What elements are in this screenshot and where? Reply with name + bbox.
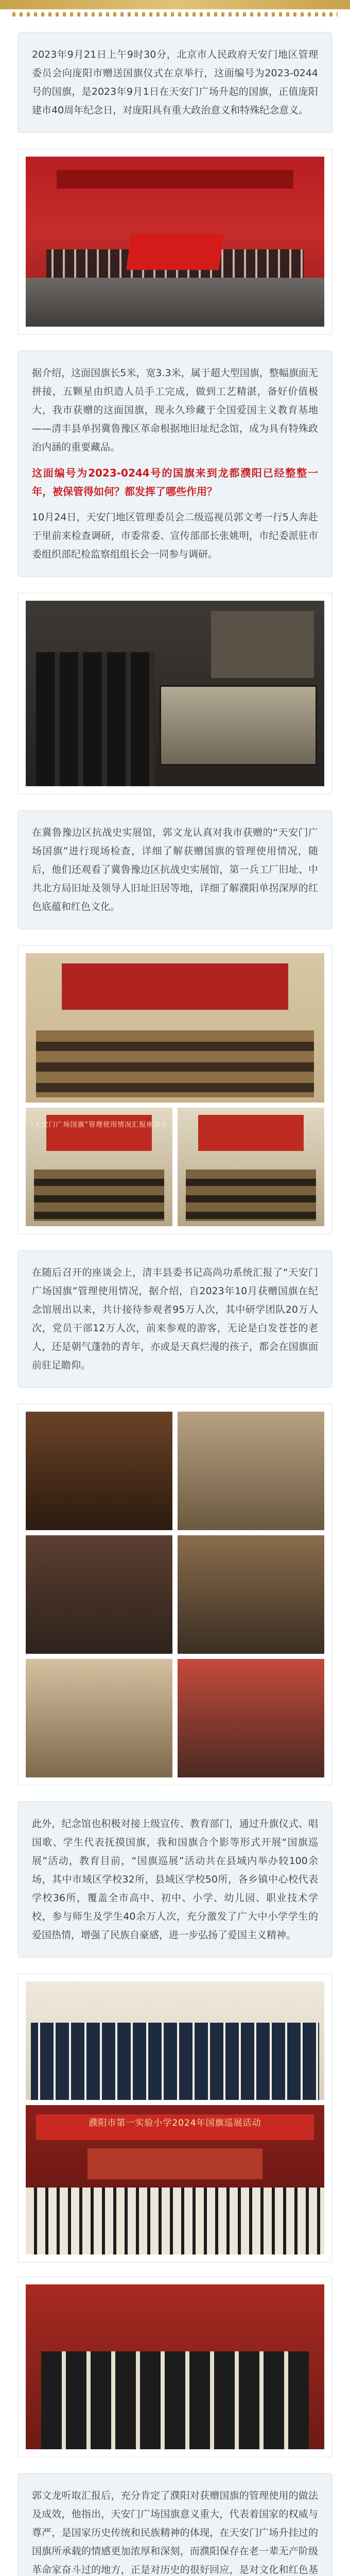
- flag-description-card: [18, 350, 332, 577]
- meeting-tables-left: [34, 1170, 164, 1221]
- students-rows: [26, 2188, 324, 2255]
- collage-photo-4: [178, 1535, 324, 1654]
- photo-frame-meeting: [18, 945, 332, 1234]
- conclusion-card: [18, 2473, 332, 2576]
- students-stage: [87, 2148, 262, 2179]
- education-card: [18, 1801, 332, 1958]
- meeting-photo-right: [178, 1108, 324, 1226]
- photo-frame-ceremony: [18, 148, 332, 335]
- meeting-screen-right: [198, 1115, 304, 1151]
- students-caption: 濮阳市第一实验小学2024年国旗巡展活动: [89, 2118, 261, 2128]
- photo-frame-collage: [18, 1403, 332, 1786]
- paragraph-intro: 2023年9月21日上午9时30分，北京市人民政府天安门地区管理委员会向庞阳市赠送国旗仪式在京举行，这面编号为2023-0244号的国旗，是2023年9月1日在天安门广场升起的国旗，正值庞阳建市40周年纪念日，对庞阳具有重大政治意义和特殊纪念意义。: [32, 49, 318, 116]
- paragraph-education: 此外，纪念馆也积极对接上级宣传、教育部门，通过升旗仪式、唱国歌、学生代表抚摸国旗，我和国旗合个影等形式开展“国旗巡展”活动，教育目前，“国旗巡展”活动共在县域内举办较100余场，其中市域区学校32所，县域区学校50所，各乡镇中心校代表学校36所，覆盖全市高中、初中、小学、幼儿园、职业技术学校，参与师生及学生40余万人次，充分激发了广大中小学学生的爱国热情，增强了民族自豪感，进一步弘扬了爱国主义精神。: [32, 1818, 318, 1941]
- meeting-tables-right: [186, 1170, 316, 1221]
- meeting-photo-large: [26, 953, 324, 1103]
- gold-bar: [0, 0, 350, 9]
- display-case: [160, 685, 317, 766]
- paragraph-inspection: 在冀鲁豫边区抗战史实展馆，郭文龙认真对我市获赠的“天安门广场国旗”进行现场检查，详细了解获赠国旗的管理使用情况，随后，他们还观看了冀鲁豫边区抗战史实展馆，第一兵工厂旧址、中共北方局旧址及领导人旧址旧居等地，详细了解濮阳单拐深厚的红色底蕴和红色文化。: [32, 827, 318, 912]
- collage-photo-2: [178, 1412, 324, 1530]
- highlight-question: 这面编号为2023-0244号的国旗来到龙都濮阳已经整整一年，被保管得如何？都发挥了哪些作用？: [32, 467, 318, 498]
- exhibit-photo: [26, 601, 324, 786]
- photo-frame-handover: [18, 2276, 332, 2458]
- ceremony-photo: [26, 157, 324, 327]
- intro-card: [18, 32, 332, 133]
- exhibit-wall: [211, 611, 314, 678]
- collage-photo-1: [26, 1412, 172, 1530]
- group-rows: [31, 2023, 319, 2100]
- students-photo: [26, 2105, 324, 2255]
- paragraph-visit: 10月24日，天安门地区管理委员会二级巡视员郭文考一行5人奔赴于里前来检查调研，市委常委、宣传部部长张姚明，市纪委派驻市委组织部纪检监察组组长会一同参与调研。: [32, 512, 318, 560]
- gold-dots: [12, 12, 338, 16]
- collage-photo-6: [178, 1659, 324, 1777]
- meeting-caption: “天安门广场国旗”管理使用情况汇报座谈会: [30, 1121, 168, 1129]
- paragraph-report: 在随后召开的座谈会上，清丰县委书记高尚功系统汇报了“天安门广场国旗”管理使用情况，据介绍，自2023年10月获赠国旗在纪念馆展出以来，共计接待参观者95万人次，其中研学团队20万人次，党员干部12万人次，前来参观的游客，无论是白发苍苍的老人，还是朝气蓬勃的青年，亦或是天真烂漫的孩子，都会在国旗面前驻足瞻仰。: [32, 1267, 318, 1371]
- collage-photo-3: [26, 1535, 172, 1654]
- meeting-tables: [36, 1030, 314, 1097]
- handover-photo: [26, 2284, 324, 2449]
- meeting-screen: [62, 963, 288, 1010]
- group-photo: [26, 1981, 324, 2100]
- inspection-card: [18, 810, 332, 929]
- stage-banner: [57, 170, 293, 189]
- visitors: [36, 652, 154, 786]
- photo-frame-activities: [18, 1973, 332, 2263]
- handover-people: [41, 2351, 309, 2449]
- paragraph-conclusion: 郭文龙听取汇报后，充分肯定了濮阳对获赠国旗的管理使用的做法及成效，他指出，天安门广场国旗意义重大，代表着国家的权威与尊严，是国家历史传统和民族精神的体现，在天安门广场升挂过的国旗所承载的情感更加浓厚和深刻，而濮阳保存在老一辈无产阶级革命家奋斗过的地方，正是对历史的很好回应，是对文化和红色基: [32, 2490, 318, 2575]
- flag-icon: [126, 234, 224, 270]
- floor: [26, 278, 324, 327]
- meeting-photo-left: [26, 1108, 172, 1226]
- report-card: [18, 1250, 332, 1388]
- paragraph-flag-description: 据介绍，这面国旗长5米，宽3.3米，属于超大型国旗，整幅旗面无拼接，五颗星由织造人员手工完成，做到工艺精湛，备好价值极大，我市获赠的这面国旗，现永久珍藏于全国爱国主义教育基地——清丰县单拐冀鲁豫区革命根据地旧址纪念馆，成为具有特殊政治内涵的重要藏品。: [32, 367, 318, 453]
- collage-photo-5: [26, 1659, 172, 1777]
- photo-frame-exhibit: [18, 592, 332, 794]
- photo-collage: [26, 1412, 324, 1777]
- meeting-photo-row: [26, 1108, 324, 1226]
- top-decoration: [0, 0, 350, 16]
